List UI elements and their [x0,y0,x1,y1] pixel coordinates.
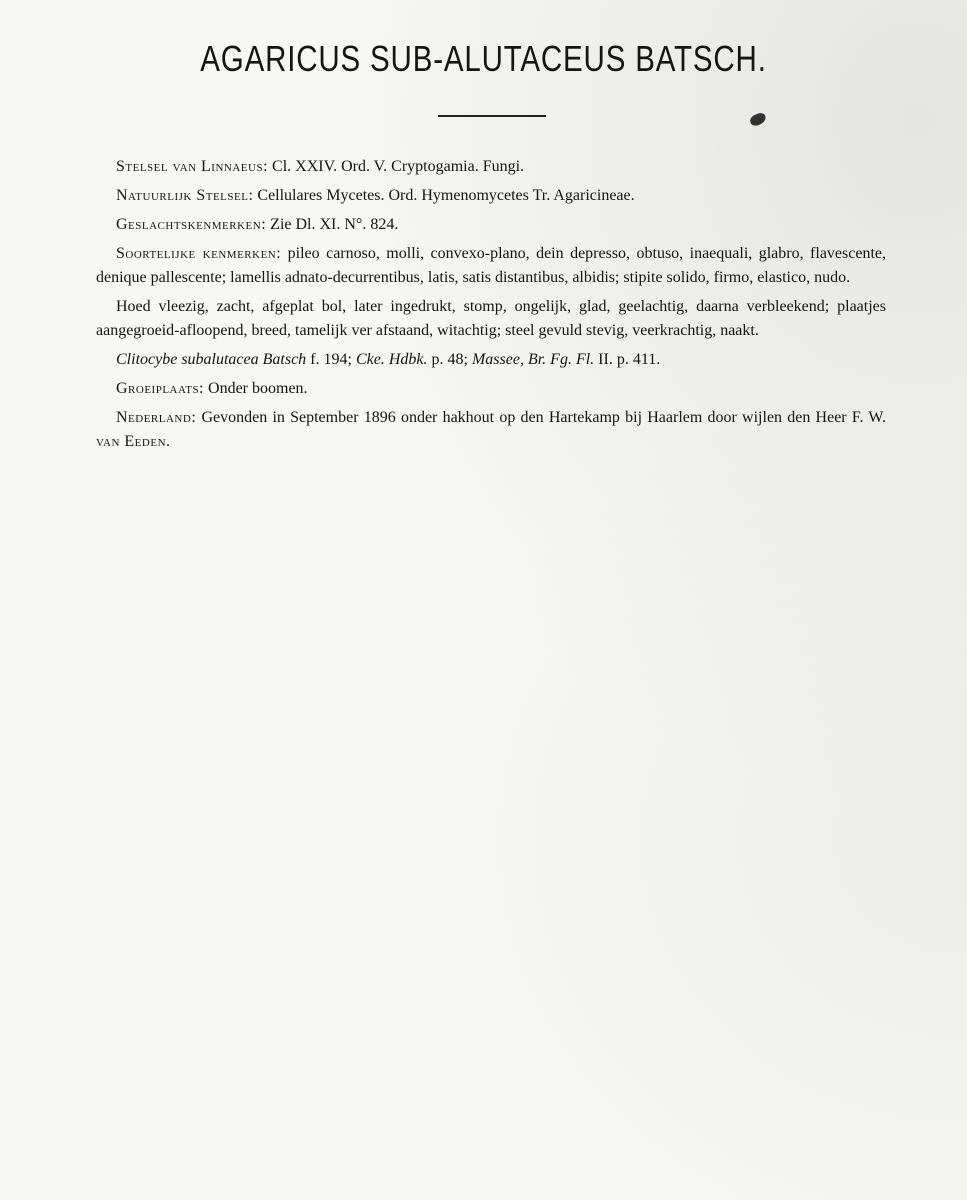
ink-blot [749,112,768,128]
soort-paragraph [96,242,886,290]
references-line [96,348,886,372]
ref-cooke: Cke. Hdbk. [355,351,428,368]
nederland-name: van Eeden [96,433,167,450]
groei-line [96,377,886,401]
linnaeus-text: Cl. XXIV. Ord. V. Cryptogamia. Fungi. [272,158,525,175]
hoed-paragraph: Hoed vleezig, zacht, afgeplat bol, later ingedrukt, stomp, ongelijk, glad, geelachtig, daarna verbleekend; plaatjes aangegroeid-afloopend, breed, tamelijk ver afstaand, witachtig; steel gevuld stevig, veerkrachtig, naakt. [96,298,886,339]
document-body [96,155,886,459]
geslacht-label: Geslachtskenmerken: [116,216,267,233]
title-divider [438,115,546,117]
natuurlijk-label: Natuurlijk Stelsel: [116,187,254,204]
nederland-end: . [166,433,171,450]
geslacht-text: Zie Dl. XI. N°. 824. [270,216,399,233]
soort-label: Soortelijke kenmerken: [116,245,282,262]
nederland-label: Nederland: [116,409,197,426]
natuurlijk-text: Cellulares Mycetes. Ord. Hymenomycetes Tr. Agaricineae. [257,187,635,204]
ref-massee-page: II. p. 411. [594,351,661,368]
groei-label: Groeiplaats: [116,380,205,397]
geslacht-line [96,213,886,237]
ref-massee: Massee, Br. Fg. Fl. [471,351,595,368]
ref-clitocybe-page: f. 194; [306,351,356,368]
ref-clitocybe: Clitocybe subalutacea Batsch [116,351,307,368]
natuurlijk-line [96,184,886,208]
soort-text: pileo carnoso, molli, convexo-plano, dein depresso, obtuso, inaequali, glabro, flavescente, denique pallescente; lamellis adnato-decurrentibus, latis, satis distantibus, albidis; stipite solido, firmo, elastico, nudo. [96,245,886,286]
linnaeus-label: Stelsel van Linnaeus: [116,158,269,175]
ref-cooke-page: p. 48; [427,351,472,368]
nederland-text: Gevonden in September 1896 onder hakhout op den Hartekamp bij Haarlem door wijlen den Heer F. W. [201,409,887,426]
page-title: AGARICUS SUB-ALUTACEUS BATSCH. [200,38,767,79]
nederland-paragraph [96,406,886,454]
linnaeus-line [96,155,886,179]
groei-text: Onder boomen. [208,380,308,397]
